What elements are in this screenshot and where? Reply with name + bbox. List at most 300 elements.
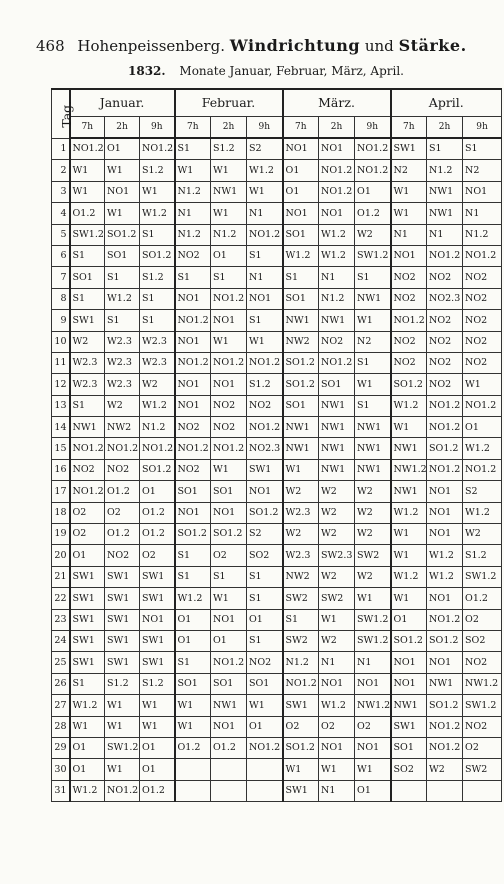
wind-cell: NO1.2 — [463, 395, 502, 416]
wind-cell: SO1 — [247, 673, 283, 694]
wind-cell: NO1 — [319, 138, 355, 160]
wind-cell: O2 — [463, 737, 502, 758]
month-header-row — [52, 89, 502, 117]
wind-cell: SO1 — [283, 224, 319, 245]
wind-cell: NO1.2 — [211, 288, 247, 309]
wind-cell: W2.3 — [283, 502, 319, 523]
wind-cell: SW2 — [355, 545, 391, 566]
wind-cell: NO2 — [391, 352, 427, 373]
table-row — [52, 224, 502, 245]
day-number: 4 — [52, 203, 70, 224]
wind-cell: NW2 — [283, 566, 319, 587]
table-row — [52, 203, 502, 224]
wind-cell: S1 — [105, 267, 140, 288]
wind-cell: O2 — [140, 545, 175, 566]
wind-cell: SW1 — [283, 695, 319, 716]
wind-cell: W1 — [175, 695, 211, 716]
wind-cell: W2 — [427, 759, 463, 780]
wind-cell: SO1 — [211, 481, 247, 502]
wind-cell — [175, 759, 211, 780]
wind-table — [51, 88, 502, 802]
wind-cell: W1 — [247, 181, 283, 202]
wind-cell: W1.2 — [391, 395, 427, 416]
table-row — [52, 545, 502, 566]
wind-cell: W2.3 — [70, 352, 105, 373]
wind-cell: SO1.2 — [427, 438, 463, 459]
wind-cell: NO1.2 — [427, 245, 463, 266]
day-number: 2 — [52, 160, 70, 181]
hour-header: 7h — [283, 117, 319, 139]
wind-cell: NO2 — [211, 417, 247, 438]
wind-cell: NO1 — [319, 737, 355, 758]
day-number: 5 — [52, 224, 70, 245]
wind-cell: O1.2 — [140, 524, 175, 545]
wind-cell: NO1 — [355, 737, 391, 758]
wind-cell: NO1.2 — [175, 310, 211, 331]
wind-cell: NO1.2 — [140, 138, 175, 160]
wind-cell: SO1 — [283, 395, 319, 416]
day-number: 10 — [52, 331, 70, 352]
table-row — [52, 138, 502, 160]
wind-cell: NO1.2 — [175, 352, 211, 373]
wind-cell: SW1 — [105, 630, 140, 651]
day-number: 18 — [52, 502, 70, 523]
wind-cell: O1 — [175, 609, 211, 630]
wind-cell: W1.2 — [391, 566, 427, 587]
wind-cell: NO2 — [391, 331, 427, 352]
wind-cell: O1.2 — [355, 203, 391, 224]
wind-cell: NW1 — [283, 417, 319, 438]
day-number: 22 — [52, 588, 70, 609]
wind-cell: NW1 — [70, 417, 105, 438]
wind-cell: NO2.3 — [427, 288, 463, 309]
wind-cell: O1.2 — [140, 502, 175, 523]
wind-cell: N1.2 — [283, 652, 319, 673]
wind-cell: SW1.2 — [70, 224, 105, 245]
wind-cell: S1.2 — [105, 673, 140, 694]
wind-cell: NO1 — [391, 673, 427, 694]
day-number: 23 — [52, 609, 70, 630]
day-number: 26 — [52, 673, 70, 694]
table-row — [52, 181, 502, 202]
wind-table-container — [51, 88, 497, 802]
wind-cell: SW2.3 — [319, 545, 355, 566]
wind-cell — [427, 780, 463, 801]
wind-cell: NO2 — [247, 395, 283, 416]
wind-cell: W1 — [175, 160, 211, 181]
wind-cell: SW1 — [70, 310, 105, 331]
day-number: 11 — [52, 352, 70, 373]
wind-cell: NO2 — [175, 459, 211, 480]
wind-cell: W1.2 — [319, 695, 355, 716]
wind-cell: W2 — [355, 502, 391, 523]
wind-cell: NO2 — [391, 288, 427, 309]
wind-cell: W1 — [211, 203, 247, 224]
wind-cell: O1 — [283, 181, 319, 202]
wind-cell: S1 — [247, 566, 283, 587]
wind-cell: NW1.2 — [463, 673, 502, 694]
wind-cell: S1 — [247, 630, 283, 651]
wind-cell: N1 — [463, 203, 502, 224]
wind-cell: SO1 — [70, 267, 105, 288]
wind-cell: N1 — [391, 224, 427, 245]
hour-header: 7h — [70, 117, 105, 139]
wind-cell: S1 — [70, 673, 105, 694]
day-number: 21 — [52, 566, 70, 587]
wind-cell: SW1.2 — [463, 566, 502, 587]
wind-cell: NO1 — [175, 395, 211, 416]
page-number: 468 — [36, 37, 65, 55]
wind-cell: W1.2 — [175, 588, 211, 609]
wind-cell: W2.3 — [140, 352, 175, 373]
wind-cell: W1 — [70, 160, 105, 181]
wind-cell: W2.3 — [105, 352, 140, 373]
wind-cell: N1.2 — [140, 417, 175, 438]
wind-cell: O2 — [355, 716, 391, 737]
wind-cell: N1.2 — [175, 181, 211, 202]
wind-cell: SO1.2 — [175, 524, 211, 545]
wind-cell: NO1.2 — [427, 716, 463, 737]
wind-cell: S1 — [175, 138, 211, 160]
wind-cell: W1 — [355, 310, 391, 331]
wind-cell: S1.2 — [140, 267, 175, 288]
wind-cell: SO1.2 — [427, 695, 463, 716]
hour-header: 7h — [175, 117, 211, 139]
wind-cell: S1 — [175, 566, 211, 587]
wind-cell: W1 — [319, 759, 355, 780]
month-header-januar: Januar. — [70, 89, 175, 117]
day-number: 20 — [52, 545, 70, 566]
wind-cell: NW1 — [283, 438, 319, 459]
wind-cell: W1 — [355, 759, 391, 780]
wind-cell: NW1.2 — [355, 695, 391, 716]
wind-cell: N1 — [427, 224, 463, 245]
wind-cell: NO2 — [463, 352, 502, 373]
wind-cell: NO1.2 — [105, 438, 140, 459]
wind-cell: NO1 — [319, 673, 355, 694]
wind-cell: SW1 — [140, 652, 175, 673]
wind-cell: SO2 — [463, 630, 502, 651]
wind-cell: NO1.2 — [247, 737, 283, 758]
wind-cell: W1.2 — [70, 695, 105, 716]
wind-cell: W2 — [463, 524, 502, 545]
month-header-februar: Februar. — [175, 89, 283, 117]
wind-cell: O1 — [355, 780, 391, 801]
wind-cell: O2 — [70, 502, 105, 523]
wind-cell: NW1 — [427, 203, 463, 224]
wind-cell: W1 — [391, 524, 427, 545]
wind-cell: W1 — [211, 331, 247, 352]
day-number: 1 — [52, 138, 70, 160]
wind-cell: NW1 — [319, 459, 355, 480]
wind-cell: O1.2 — [105, 481, 140, 502]
wind-cell: S1 — [247, 245, 283, 266]
wind-cell: W2.3 — [140, 331, 175, 352]
wind-cell: NO1.2 — [70, 138, 105, 160]
wind-cell: NO2 — [427, 352, 463, 373]
wind-cell: NO1.2 — [427, 609, 463, 630]
wind-cell: O1.2 — [140, 780, 175, 801]
wind-cell: NO1.2 — [175, 438, 211, 459]
wind-cell: NW1 — [211, 695, 247, 716]
wind-cell: W1 — [140, 181, 175, 202]
wind-cell: W2 — [105, 395, 140, 416]
wind-cell: NO1 — [175, 288, 211, 309]
table-row — [52, 716, 502, 737]
wind-cell: NO1 — [391, 652, 427, 673]
wind-cell: W2 — [283, 481, 319, 502]
wind-cell: NO1.2 — [355, 138, 391, 160]
day-column-header: Tag. — [52, 89, 70, 138]
wind-cell: W1 — [355, 588, 391, 609]
table-row — [52, 780, 502, 801]
wind-cell: O1.2 — [211, 737, 247, 758]
months-caption: Monate Januar, Februar, März, April. — [179, 64, 404, 78]
wind-cell: SW1 — [105, 566, 140, 587]
wind-cell: NO1.2 — [70, 438, 105, 459]
table-row — [52, 588, 502, 609]
wind-cell: S1 — [355, 352, 391, 373]
wind-cell: W1 — [105, 160, 140, 181]
table-row — [52, 652, 502, 673]
wind-cell: NO1.2 — [463, 459, 502, 480]
wind-cell: O1 — [105, 138, 140, 160]
wind-cell: SO1 — [283, 288, 319, 309]
wind-cell: S2 — [247, 524, 283, 545]
day-number: 14 — [52, 417, 70, 438]
wind-cell: SO1.2 — [211, 524, 247, 545]
wind-cell: NO1 — [211, 502, 247, 523]
wind-cell: NO2 — [319, 331, 355, 352]
wind-cell: W1.2 — [427, 566, 463, 587]
wind-cell: NW1 — [391, 438, 427, 459]
wind-cell: W1 — [283, 759, 319, 780]
wind-cell: S1 — [283, 609, 319, 630]
wind-cell: NO2 — [211, 395, 247, 416]
table-row — [52, 481, 502, 502]
wind-cell: NW1 — [319, 438, 355, 459]
wind-cell: W1.2 — [105, 288, 140, 309]
table-row — [52, 459, 502, 480]
wind-cell: NO1.2 — [211, 438, 247, 459]
wind-cell: N1 — [355, 652, 391, 673]
wind-cell: SW1 — [140, 630, 175, 651]
day-number: 29 — [52, 737, 70, 758]
wind-cell: W1.2 — [391, 502, 427, 523]
wind-cell: NO1.2 — [319, 160, 355, 181]
wind-cell: S1 — [105, 310, 140, 331]
title-wind-direction: Windrichtung — [229, 36, 361, 55]
table-row — [52, 759, 502, 780]
wind-cell: S1 — [175, 267, 211, 288]
wind-cell: W2 — [140, 374, 175, 395]
hour-header: 2h — [105, 117, 140, 139]
wind-cell: NO2 — [463, 288, 502, 309]
table-row — [52, 524, 502, 545]
wind-cell: W1 — [247, 331, 283, 352]
page-header — [36, 36, 476, 55]
day-number: 12 — [52, 374, 70, 395]
wind-cell: O1 — [70, 545, 105, 566]
hour-header: 2h — [427, 117, 463, 139]
wind-cell: NO1 — [319, 203, 355, 224]
wind-cell: W1 — [319, 609, 355, 630]
wind-cell: NO2 — [105, 459, 140, 480]
wind-cell: SW1.2 — [355, 609, 391, 630]
wind-cell: S2 — [247, 138, 283, 160]
wind-cell: SO2 — [391, 759, 427, 780]
table-row — [52, 160, 502, 181]
wind-cell: SW1 — [70, 566, 105, 587]
wind-cell: NW1 — [391, 695, 427, 716]
day-number: 28 — [52, 716, 70, 737]
wind-cell: W1.2 — [70, 780, 105, 801]
wind-cell: W1 — [105, 203, 140, 224]
wind-cell — [463, 780, 502, 801]
wind-cell: O2 — [105, 502, 140, 523]
wind-cell: SO1 — [319, 374, 355, 395]
table-row — [52, 352, 502, 373]
wind-cell: SO2 — [247, 545, 283, 566]
wind-cell: W2.3 — [105, 374, 140, 395]
wind-cell: NO2 — [463, 652, 502, 673]
wind-cell: W2 — [319, 524, 355, 545]
wind-cell: N1 — [247, 267, 283, 288]
wind-cell: O1 — [140, 737, 175, 758]
wind-cell: SO1.2 — [427, 630, 463, 651]
wind-cell: NO2 — [463, 267, 502, 288]
day-number: 30 — [52, 759, 70, 780]
wind-cell: S1 — [211, 566, 247, 587]
wind-cell: NW1.2 — [391, 459, 427, 480]
wind-cell: SO1 — [391, 737, 427, 758]
table-row — [52, 566, 502, 587]
wind-cell: NO1 — [211, 310, 247, 331]
wind-cell: S1 — [70, 288, 105, 309]
wind-cell: W1 — [70, 181, 105, 202]
wind-cell: NO2 — [427, 331, 463, 352]
wind-cell: NO1 — [140, 609, 175, 630]
day-number: 3 — [52, 181, 70, 202]
wind-cell: SW1.2 — [355, 630, 391, 651]
table-row — [52, 609, 502, 630]
table-row — [52, 417, 502, 438]
wind-cell: W1 — [211, 160, 247, 181]
hour-header: 2h — [319, 117, 355, 139]
wind-cell: W2.3 — [70, 374, 105, 395]
table-row — [52, 695, 502, 716]
wind-cell: NO1 — [427, 481, 463, 502]
table-row — [52, 245, 502, 266]
table-row — [52, 737, 502, 758]
wind-cell: SW1 — [391, 716, 427, 737]
wind-cell: W1 — [391, 417, 427, 438]
wind-cell: NO1.2 — [247, 352, 283, 373]
wind-cell: N2 — [355, 331, 391, 352]
wind-cell: W1 — [105, 716, 140, 737]
wind-cell: NO1.2 — [427, 417, 463, 438]
wind-cell: NO1 — [211, 609, 247, 630]
wind-cell: NO2 — [427, 267, 463, 288]
wind-cell: N1.2 — [175, 224, 211, 245]
wind-cell: W2 — [319, 566, 355, 587]
wind-cell: S1 — [70, 395, 105, 416]
title-strength: Stärke. — [398, 36, 467, 55]
wind-cell: N1 — [247, 203, 283, 224]
wind-cell: W1.2 — [247, 160, 283, 181]
wind-cell: N1 — [319, 780, 355, 801]
wind-cell: NO1.2 — [247, 224, 283, 245]
wind-cell: W1 — [247, 695, 283, 716]
wind-cell: NO1.2 — [70, 481, 105, 502]
wind-cell: SW1 — [140, 588, 175, 609]
title-conjunction: und — [364, 37, 394, 55]
wind-cell: NO1.2 — [463, 245, 502, 266]
wind-cell: NW1 — [355, 438, 391, 459]
wind-cell: O2 — [319, 716, 355, 737]
wind-cell: SW1 — [247, 459, 283, 480]
wind-cell: SO1.2 — [391, 630, 427, 651]
day-number: 16 — [52, 459, 70, 480]
wind-cell — [391, 780, 427, 801]
wind-cell: SW1 — [105, 609, 140, 630]
wind-cell: W1 — [355, 374, 391, 395]
wind-cell: W2 — [355, 481, 391, 502]
wind-cell: S1.2 — [463, 545, 502, 566]
wind-cell: SO1.2 — [247, 502, 283, 523]
day-number: 6 — [52, 245, 70, 266]
hour-header: 9h — [140, 117, 175, 139]
wind-cell: O1 — [175, 630, 211, 651]
wind-cell: NO1 — [247, 481, 283, 502]
wind-cell: S1 — [175, 545, 211, 566]
wind-cell: NO2 — [463, 331, 502, 352]
wind-cell: W1 — [70, 716, 105, 737]
wind-cell: NO1 — [175, 374, 211, 395]
day-number: 17 — [52, 481, 70, 502]
wind-cell: O1.2 — [105, 524, 140, 545]
wind-cell: SW1.2 — [463, 695, 502, 716]
table-row — [52, 288, 502, 309]
wind-cell: NO1.2 — [140, 438, 175, 459]
wind-cell: NO1 — [355, 673, 391, 694]
wind-cell: W1 — [463, 374, 502, 395]
wind-cell: NO1.2 — [211, 352, 247, 373]
wind-cell: W1 — [391, 203, 427, 224]
wind-cell: W2 — [319, 630, 355, 651]
wind-cell: S1 — [175, 652, 211, 673]
wind-cell: W2.3 — [283, 545, 319, 566]
wind-cell: O1 — [70, 759, 105, 780]
wind-cell: O2 — [211, 545, 247, 566]
table-row — [52, 395, 502, 416]
wind-cell: NW2 — [283, 331, 319, 352]
hour-header: 7h — [391, 117, 427, 139]
wind-cell: N1.2 — [319, 288, 355, 309]
wind-cell — [247, 759, 283, 780]
wind-cell: W1 — [211, 459, 247, 480]
wind-cell: NO2 — [175, 417, 211, 438]
wind-cell: O1 — [247, 609, 283, 630]
wind-cell: SO1.2 — [391, 374, 427, 395]
wind-cell: NO2 — [463, 310, 502, 331]
wind-cell: S1 — [427, 138, 463, 160]
wind-cell: S1 — [355, 267, 391, 288]
day-number: 7 — [52, 267, 70, 288]
wind-cell: NO1 — [175, 502, 211, 523]
wind-cell: NO2.3 — [247, 438, 283, 459]
wind-cell: S1.2 — [211, 138, 247, 160]
